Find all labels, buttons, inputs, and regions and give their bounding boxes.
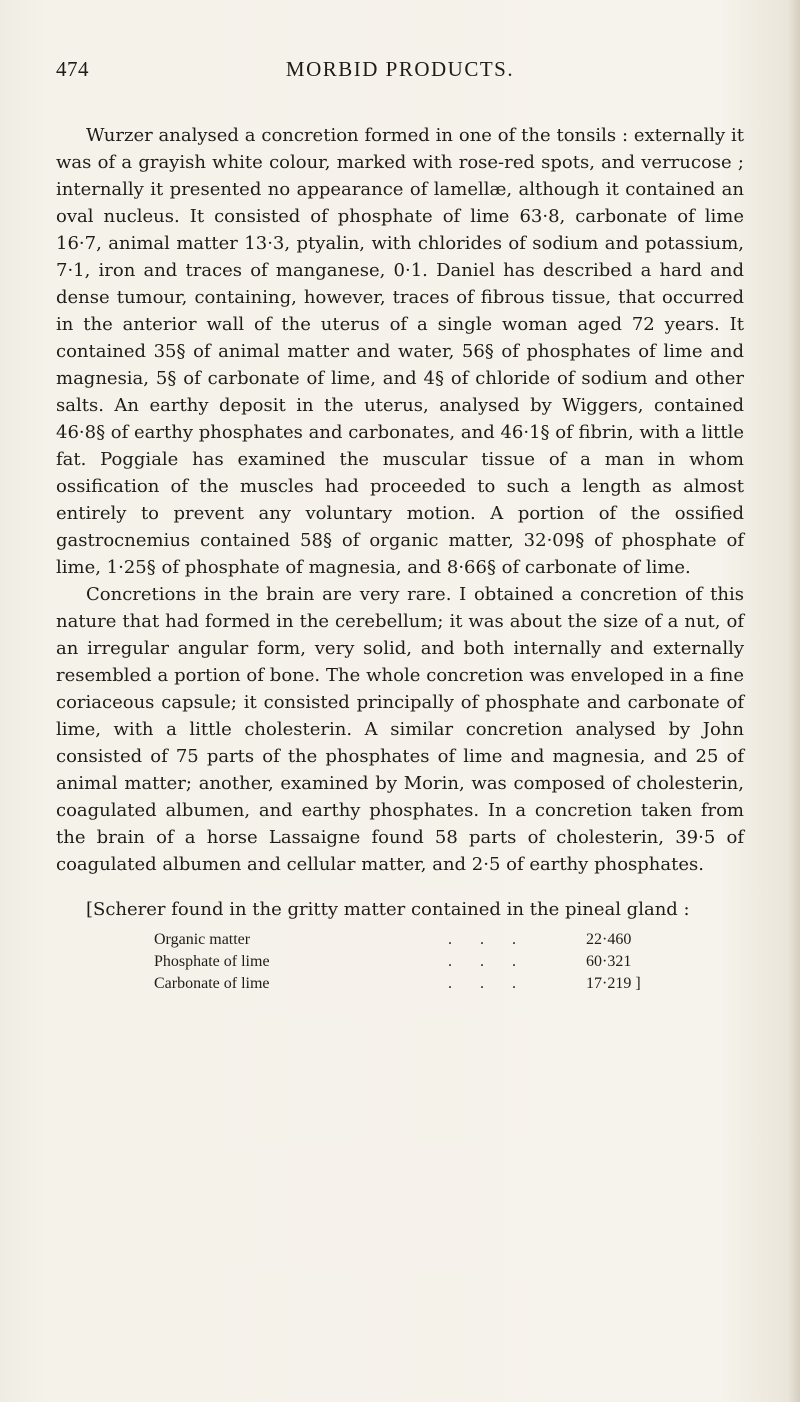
table-item: Phosphate of lime [154, 953, 270, 970]
table-value: 22·460 [586, 931, 632, 948]
table-row [56, 951, 744, 973]
running-head: MORBID PRODUCTS. [285, 57, 515, 81]
leader-dots: ... [448, 931, 544, 948]
body-text [56, 122, 744, 995]
note-intro: [Scherer found in the gritty matter contained in the pineal gland : [86, 899, 690, 920]
table-item: Carbonate of lime [154, 975, 270, 992]
table-row [56, 929, 744, 951]
leader-dots: ... [448, 953, 544, 970]
leader-dots: ... [448, 975, 544, 992]
table-value: 17·219 ] [586, 975, 641, 992]
editor-note [56, 896, 744, 995]
table-item: Organic matter [154, 931, 251, 948]
page-header [56, 57, 744, 85]
page-number: 474 [56, 57, 89, 81]
paragraph: Wurzer analysed a concretion formed in one of the tonsils : externally it was of a grayish white colour, marked with rose-red spots, and verrucose ; internally it presented no appearance of lamellæ, although it contained an oval nucleus. It consisted of phosphate of lime 63·8, carbonate of lime 16·7, animal matter 13·3, ptyalin, with chlorides of sodium and potassium, 7·1, iron and traces of manganese, 0·1. Daniel has described a hard and dense tumour, containing, however, traces of fibrous tissue, that occurred in the anterior wall of the uterus of a single woman aged 72 years. It contained 35§ of animal matter and water, 56§ of phosphates of lime and magnesia, 5§ of carbonate of lime, and 4§ of chloride of sodium and other salts. An earthy deposit in the uterus, analysed by Wiggers, contained 46·8§ of earthy phosphates and carbonates, and 46·1§ of fibrin, with a little fat. Poggiale has examined the muscular tissue of a man in whom ossification of the muscles had proceeded to such a length as almost entirely to prevent any voluntary motion. A portion of the ossified gastrocnemius contained 58§ of organic matter, 32·09§ of phosphate of lime, 1·25§ of phosphate of magnesia, and 8·66§ of carbonate of lime. [56, 125, 744, 578]
paragraph: Concretions in the brain are very rare. I obtained a concretion of this nature that had formed in the cerebellum; it was about the size of a nut, of an irregular angular form, very solid, and both internally and externally resembled a portion of bone. The whole concretion was enveloped in a fine coriaceous capsule; it consisted principally of phosphate and carbonate of lime, with a little cholesterin. A similar concretion analysed by John consisted of 75 parts of the phosphates of lime and magnesia, and 25 of animal matter; another, examined by Morin, was composed of cholesterin, coagulated albumen, and earthy phosphates. In a concretion taken from the brain of a horse Lassaigne found 58 parts of cholesterin, 39·5 of coagulated albumen and cellular matter, and 2·5 of earthy phosphates. [56, 584, 744, 875]
table-value: 60·321 [586, 953, 632, 970]
table-row [56, 973, 744, 995]
analysis-table [56, 929, 744, 995]
page-edge-shadow [788, 0, 800, 1402]
